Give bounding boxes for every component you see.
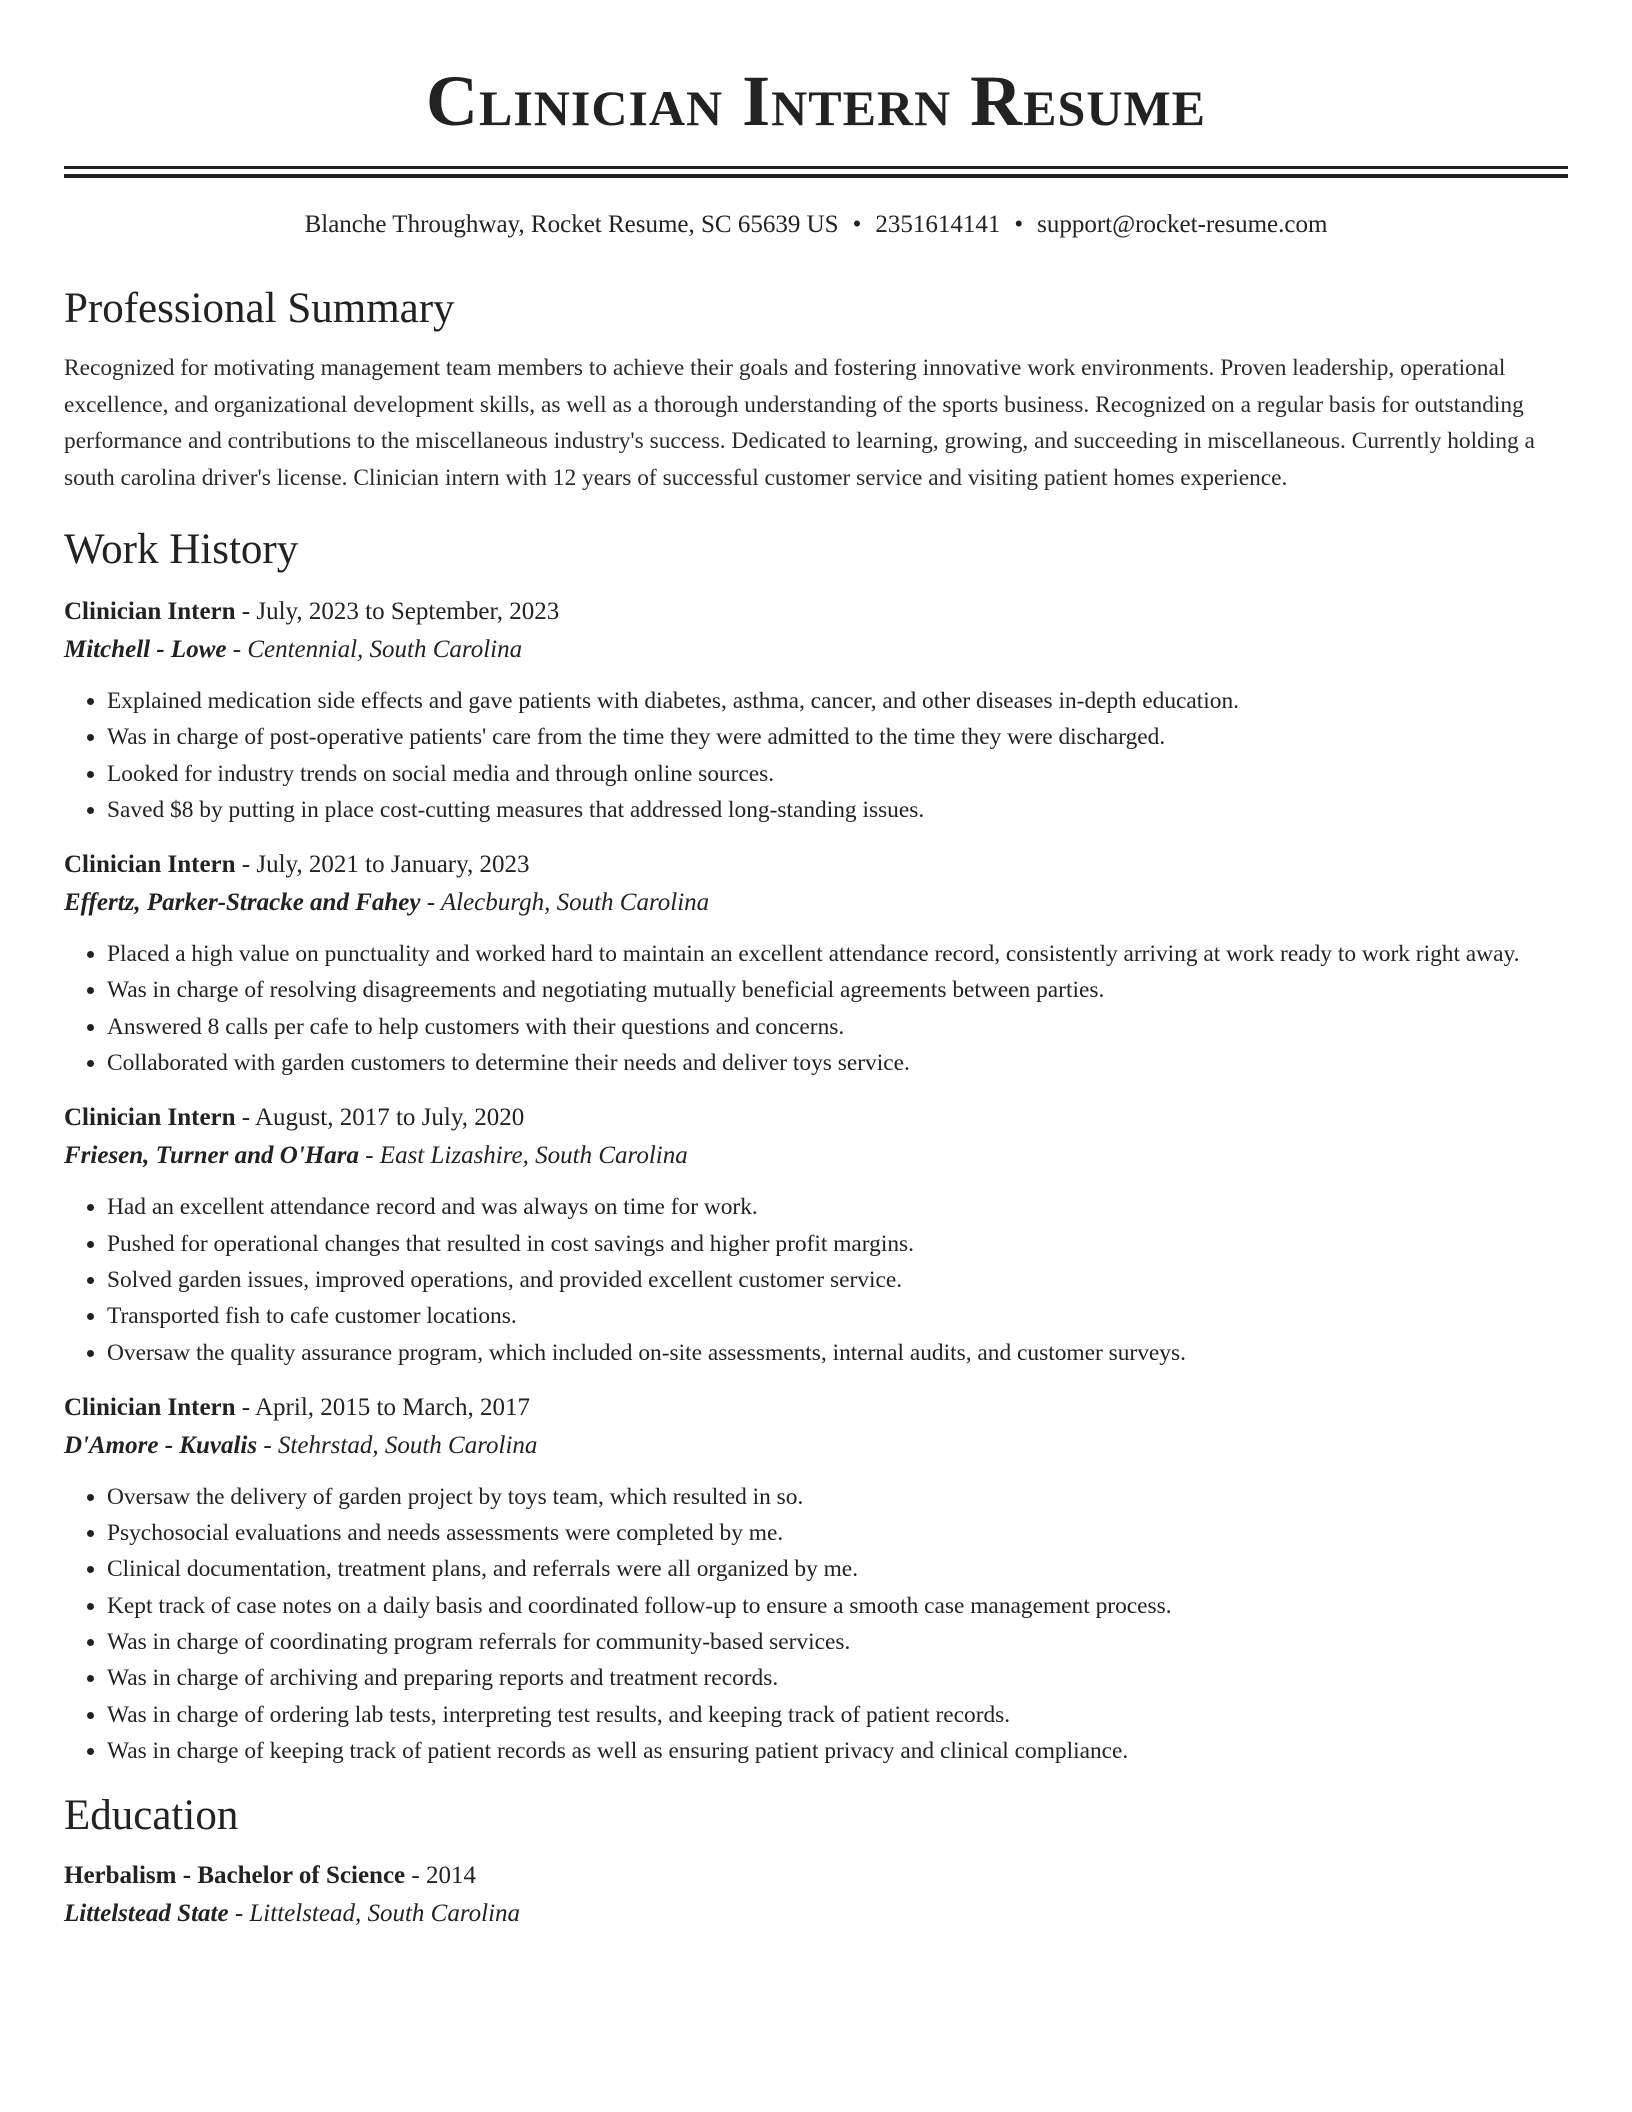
job-dates: July, 2023 to September, 2023: [256, 598, 560, 625]
job-dash: -: [235, 1104, 255, 1132]
contact-separator: •: [852, 211, 862, 238]
employer-dash: -: [358, 1142, 380, 1170]
summary-text: Recognized for motivating management team members to achieve their goals and fostering innovative work environments. Proven leadership, operational excellence, and organizational development skills, as well as a thorough understanding of the sports business. Recognized on a regular basis for outstanding performance and contributions to the miscellaneous industry's success. Dedicated to learning, growing, and succeeding in miscellaneous. Currently holding a south carolina driver's license. Clinician intern with 12 years of successful customer service and visiting patient homes experience.: [64, 355, 1535, 491]
job-bullet: • Answered 8 calls per cafe to help customers with their questions and concerns.: [107, 1009, 1568, 1045]
job-bullets: [64, 936, 1568, 1081]
title-rule-bottom: [64, 174, 1568, 178]
employer-line: [64, 1427, 1568, 1465]
job-bullet: • Psychosocial evaluations and needs assessments were completed by me.: [107, 1515, 1568, 1551]
job-entry: [64, 1099, 1568, 1370]
job-bullets: [64, 1479, 1568, 1769]
job-bullet: • Oversaw the delivery of garden project by toys team, which resulted in so.: [107, 1479, 1568, 1515]
employer-line: [64, 1137, 1568, 1175]
job-bullet: • Explained medication side effects and gave patients with diabetes, asthma, cancer, and other diseases in-depth education.: [107, 683, 1568, 719]
education-degree: Herbalism - Bachelor of Science: [64, 1862, 406, 1890]
employer-dash: -: [257, 1431, 278, 1459]
employer-location: Centennial, South Carolina: [247, 636, 523, 663]
job-title-line: [64, 1389, 1568, 1427]
employer-location: Stehrstad, South Carolina: [277, 1431, 538, 1459]
education-dash: -: [405, 1862, 426, 1890]
job-bullet: • Saved $8 by putting in place cost-cutting measures that addressed long-standing issues.: [107, 792, 1568, 828]
job-bullet: • Kept track of case notes on a daily basis and coordinated follow-up to ensure a smooth case management process.: [107, 1588, 1568, 1624]
job-title-line: [64, 1099, 1568, 1137]
job-bullets: [64, 1189, 1568, 1370]
job-title: Clinician Intern: [64, 1104, 236, 1132]
employer-name: Mitchell - Lowe: [64, 636, 227, 663]
education-school-line: [64, 1895, 1568, 1933]
job-title: Clinician Intern: [64, 598, 236, 625]
education-dash: -: [228, 1900, 250, 1928]
contact-separator: •: [1014, 211, 1024, 238]
employer-dash: -: [226, 636, 248, 663]
job-bullet: • Collaborated with garden customers to determine their needs and deliver toys service.: [107, 1045, 1568, 1081]
job-entry: [64, 1389, 1568, 1769]
employer-line: [64, 631, 1568, 669]
job-bullets: [64, 683, 1568, 828]
resume-title: Clinician Intern Resume: [425, 61, 1206, 141]
job-title-line: [64, 846, 1568, 884]
job-entry: [64, 846, 1568, 1081]
job-bullet: • Had an excellent attendance record and was always on time for work.: [107, 1189, 1568, 1225]
job-bullet: • Was in charge of resolving disagreements and negotiating mutually beneficial agreements between parties.: [107, 972, 1568, 1008]
contact-phone: 2351614141: [875, 211, 1001, 238]
job-title-line: [64, 593, 1568, 631]
job-bullet: • Clinical documentation, treatment plans, and referrals were all organized by me.: [107, 1551, 1568, 1587]
employer-location: Alecburgh, South Carolina: [440, 889, 710, 917]
job-bullet: • Oversaw the quality assurance program, which included on-site assessments, internal audits, and customer surveys.: [107, 1335, 1568, 1371]
job-bullet: • Was in charge of archiving and preparing reports and treatment records.: [107, 1660, 1568, 1696]
contact-address: Blanche Throughway, Rocket Resume, SC 65639 US: [304, 211, 839, 238]
job-bullet: • Transported fish to cafe customer locations.: [107, 1298, 1568, 1334]
job-entry: [64, 593, 1568, 828]
job-dash: -: [235, 851, 257, 879]
job-dash: -: [235, 1393, 255, 1421]
job-title: Clinician Intern: [64, 1393, 236, 1421]
education-location: Littelstead, South Carolina: [249, 1900, 521, 1928]
job-bullet: • Was in charge of coordinating program referrals for community-based services.: [107, 1624, 1568, 1660]
education-heading: Education: [64, 1792, 239, 1840]
education-year: 2014: [425, 1862, 476, 1890]
job-title: Clinician Intern: [64, 851, 236, 879]
job-bullet: • Was in charge of ordering lab tests, interpreting test results, and keeping track of patient records.: [107, 1697, 1568, 1733]
employer-name: Effertz, Parker-Stracke and Fahey: [64, 889, 421, 917]
job-bullet: • Looked for industry trends on social media and through online sources.: [107, 756, 1568, 792]
job-dates: July, 2021 to January, 2023: [256, 851, 530, 879]
summary-heading: Professional Summary: [64, 285, 455, 332]
job-bullet: • Was in charge of keeping track of patient records as well as ensuring patient privacy and clinical compliance.: [107, 1733, 1568, 1769]
employer-line: [64, 884, 1568, 922]
contact-email: support@rocket-resume.com: [1037, 211, 1328, 238]
job-dates: August, 2017 to July, 2020: [255, 1104, 525, 1132]
education-school: Littelstead State: [64, 1900, 229, 1928]
job-dash: -: [235, 598, 257, 625]
job-dates: April, 2015 to March, 2017: [255, 1393, 530, 1421]
job-bullet: • Pushed for operational changes that resulted in cost savings and higher profit margins.: [107, 1226, 1568, 1262]
employer-name: Friesen, Turner and O'Hara: [64, 1142, 359, 1170]
job-bullet: • Placed a high value on punctuality and worked hard to maintain an excellent attendance record, consistently arriving at work ready to work right away.: [107, 936, 1568, 972]
job-bullet: • Was in charge of post-operative patients' care from the time they were admitted to the time they were discharged.: [107, 719, 1568, 755]
job-bullet: • Solved garden issues, improved operations, and provided excellent customer service.: [107, 1262, 1568, 1298]
title-rule-top: [64, 166, 1568, 169]
contact-line: [64, 210, 1568, 240]
education-degree-line: [64, 1857, 1568, 1895]
employer-name: D'Amore - Kuvalis: [64, 1431, 258, 1459]
employer-dash: -: [420, 889, 441, 917]
employer-location: East Lizashire, South Carolina: [379, 1142, 688, 1170]
work-history-heading: Work History: [64, 526, 299, 573]
